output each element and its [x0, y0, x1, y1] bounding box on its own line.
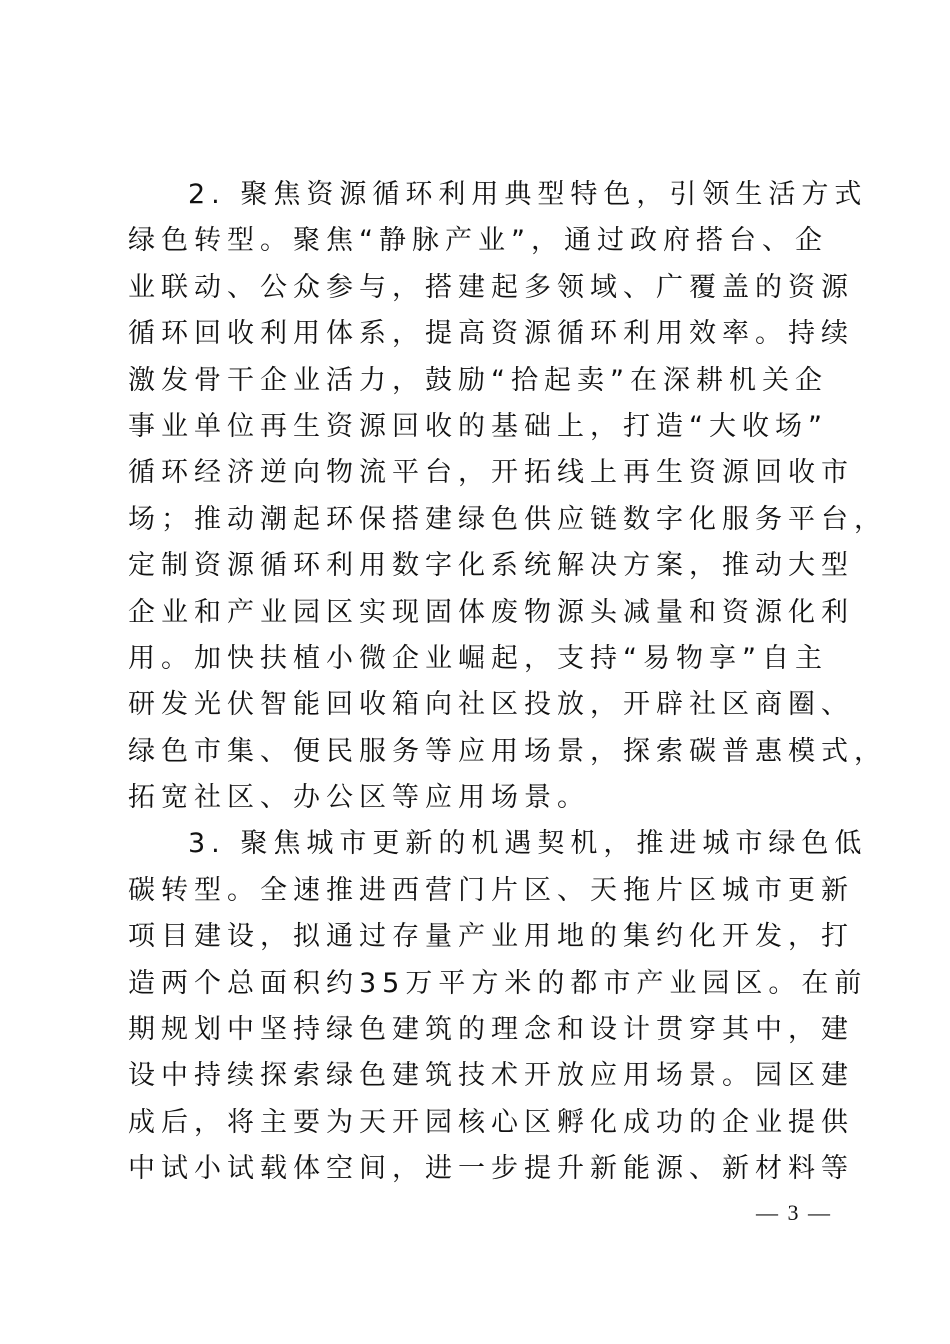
page-number: — 3 — [756, 1200, 832, 1225]
paragraph-line: 绿色市集、便民服务等应用场景，探索碳普惠模式， [128, 735, 887, 767]
paragraph-line: 2. 聚焦资源循环利用典型特色，引领生活方式 [188, 179, 868, 210]
paragraph-line: 循环回收利用体系，提高资源循环利用效率。持续 [128, 318, 854, 350]
paragraph-line: 拓宽社区、办公区等应用场景。 [128, 782, 590, 814]
paragraph-line: 中试小试载体空间，进一步提升新能源、新材料等 [128, 1153, 854, 1185]
paragraph-line: 场；推动潮起环保搭建绿色供应链数字化服务平台， [128, 503, 887, 535]
paragraph-line: 业联动、公众参与，搭建起多领域、广覆盖的资源 [128, 271, 854, 303]
paragraph-line: 项目建设，拟通过存量产业用地的集约化开发，打 [128, 921, 854, 953]
paragraph-3 [128, 821, 868, 1192]
paragraph-line: 研发光伏智能回收箱向社区投放，开辟社区商圈、 [128, 689, 854, 721]
document-body [128, 172, 887, 1193]
paragraph-line: 设中持续探索绿色建筑技术开放应用场景。园区建 [128, 1060, 854, 1092]
paragraph-line: 成后，将主要为天开园核心区孵化成功的企业提供 [128, 1106, 854, 1138]
paragraph-2 [128, 172, 887, 821]
paragraph-line: 事业单位再生资源回收的基础上，打造“大收场” [128, 410, 828, 442]
paragraph-line: 用。加快扶植小微企业崛起，支持“易物享”自主 [128, 642, 828, 674]
paragraph-line: 绿色转型。聚焦“静脉产业”，通过政府搭台、企 [128, 225, 828, 257]
paragraph-line: 碳转型。全速推进西营门片区、天拖片区城市更新 [128, 874, 854, 906]
paragraph-line: 3. 聚焦城市更新的机遇契机，推进城市绿色低 [188, 828, 868, 860]
paragraph-line: 循环经济逆向物流平台，开拓线上再生资源回收市 [128, 457, 854, 489]
paragraph-line: 激发骨干企业活力，鼓励“拾起卖”在深耕机关企 [128, 364, 828, 396]
paragraph-line: 造两个总面积约35万平方米的都市产业园区。在前 [128, 967, 868, 999]
paragraph-line: 定制资源循环利用数字化系统解决方案，推动大型 [128, 550, 854, 582]
paragraph-line: 期规划中坚持绿色建筑的理念和设计贯穿其中，建 [128, 1014, 854, 1046]
paragraph-line: 企业和产业园区实现固体废物源头减量和资源化利 [128, 596, 854, 628]
